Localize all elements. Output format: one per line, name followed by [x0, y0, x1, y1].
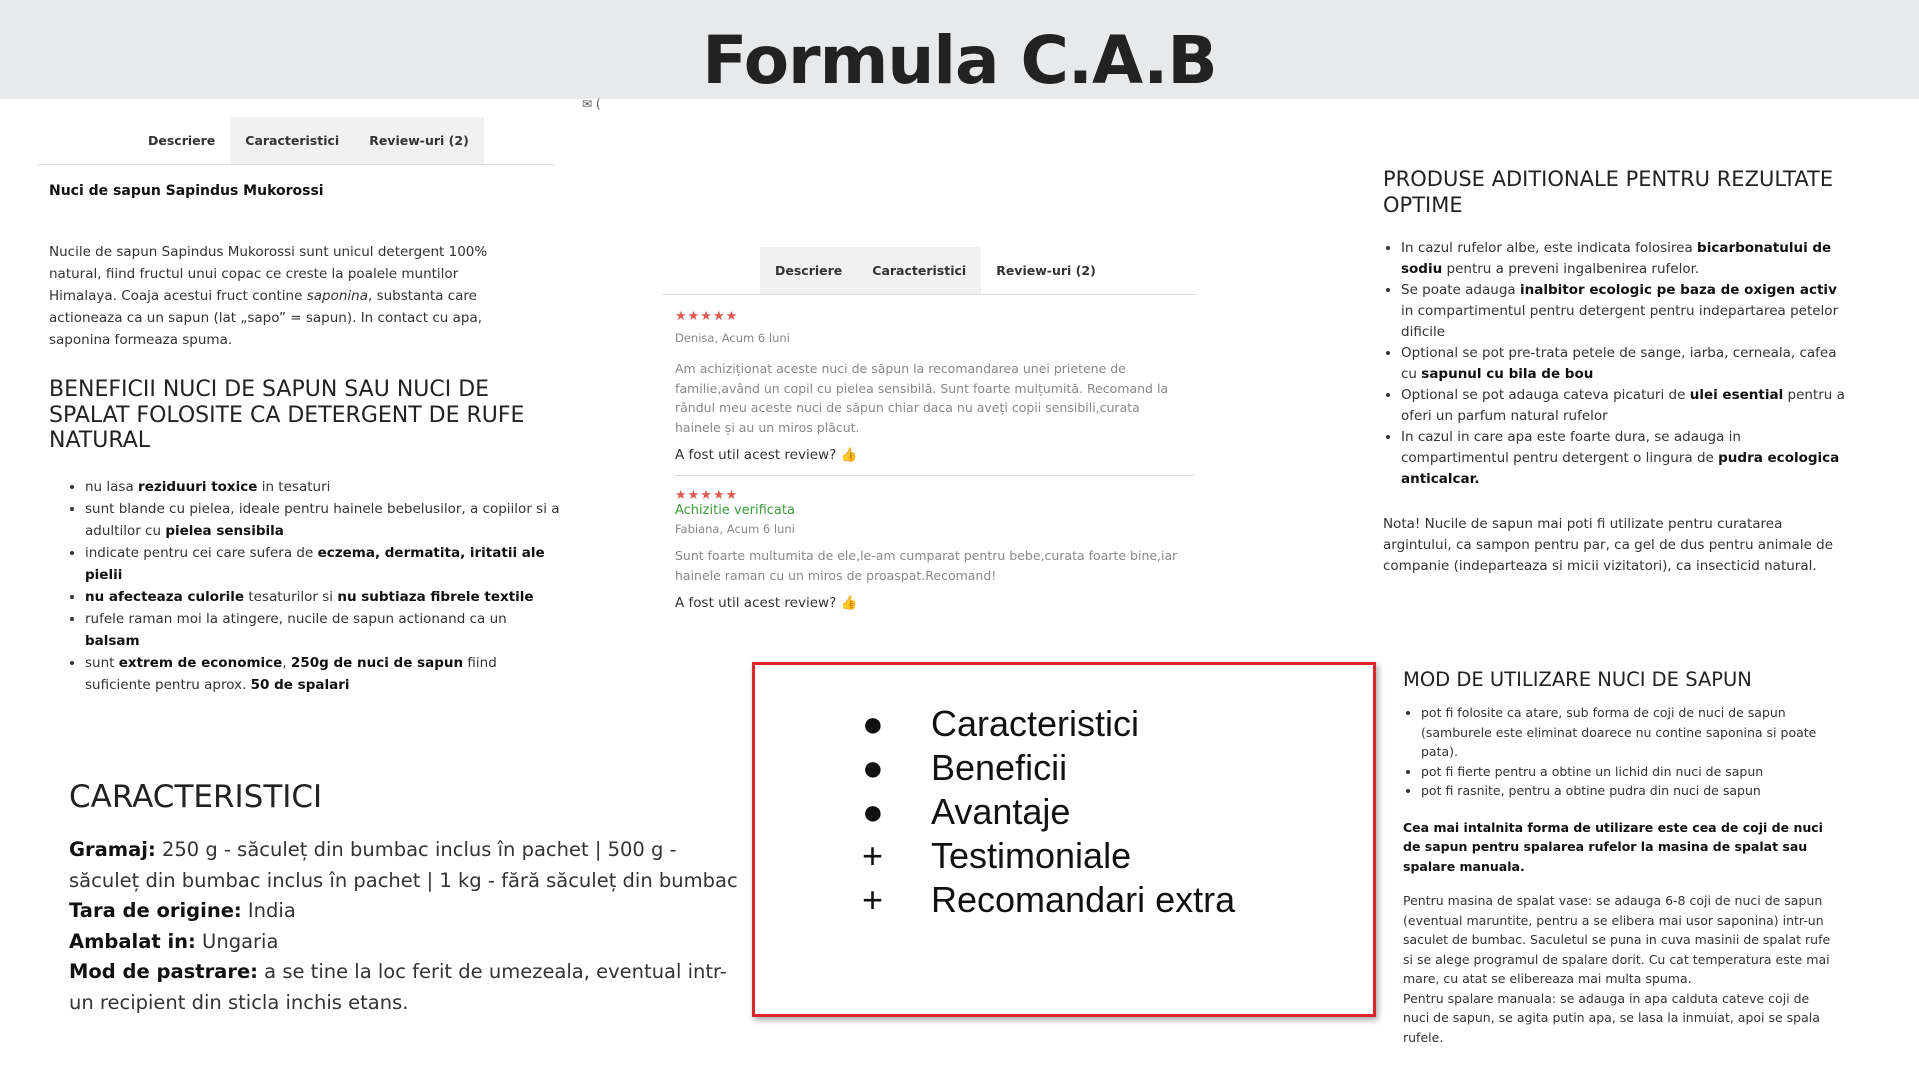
tab-descriere[interactable]: Descriere — [148, 133, 216, 148]
mail-snippet: ✉ ( — [582, 97, 601, 111]
list-item: • Optional se pot pre-trata petele de sange, iarba, cerneala, cafea cu sapunul cu bila de bou — [1401, 343, 1853, 385]
review-text: Sunt foarte multumita de ele,le-am cumparat pentru bebe,curata foarte bine,iar hainele raman cu un miros de proaspat.Recomand! — [675, 548, 1178, 583]
tab-divider — [662, 294, 1196, 295]
extra-products-list — [1383, 238, 1853, 490]
bullet-icon: ● — [862, 747, 884, 788]
review-divider — [675, 475, 1195, 476]
characteristics-list — [69, 835, 749, 1018]
tab-bar — [662, 247, 1196, 294]
spec-origin: Tara de origine: India — [69, 899, 296, 922]
extra-products-note: Nota! Nucile de sapun mai poti fi utilizate pentru curatarea argintului, ca sampon pentru par, ca gel de dus pentru animale de companie (indeparteaza si micii vizitatori), ca insecticid natural. — [1383, 516, 1834, 574]
list-item: • pot fi folosite ca atare, sub forma de coji de nuci de sapun (samburele este eliminat doarece nu contine saponina si poate pata). — [1421, 703, 1835, 762]
review-item — [675, 488, 1185, 611]
tab-caracteristici[interactable]: Caracteristici — [230, 117, 354, 164]
list-item: • sunt blande cu pielea, ideale pentru hainele bebelusilor, a copiilor si a adultilor cu pielea sensibila — [85, 498, 565, 542]
characteristics-panel — [69, 779, 749, 1018]
description-panel — [37, 117, 560, 696]
review-meta: Denisa, Acum 6 luni — [675, 331, 790, 345]
list-item: • Se poate adauga inalbitor ecologic pe baza de oxigen activ in compartimentul pentru detergent pentru indepartarea petelor dificile — [1401, 280, 1853, 343]
list-item: • indicate pentru cei care sufera de eczema, dermatita, iritatii ale pielii — [85, 542, 565, 586]
review-text: Am achiziționat aceste nuci de săpun la recomandarea unei prietene de familie,având un copil cu pielea sensibilă. Sunt foarte mulțumită. Recomand la rândul meu aceste nuci de săpun chiar daca nu aveți copii sensibili,curata hainele și au un miros plăcut. — [675, 361, 1169, 435]
review-helpful-link[interactable]: A fost util acest review? 👍 — [675, 447, 858, 463]
usage-panel — [1403, 668, 1835, 1047]
extra-products-panel — [1383, 166, 1853, 577]
product-title: Nuci de sapun Sapindus Mukorossi — [49, 183, 324, 199]
tab-bar — [37, 117, 555, 164]
usage-paragraph: Pentru masina de spalat vase: se adauga 6-8 coji de nuci de sapun (eventual maruntite, pentru a se elibera mai usor saponina) intr-un saculet de bumbac. Saculetul se puna in cuva masinii de spalat rufe si se alege programul de spalare dorit. Cu cat temperatura este mai mare, cu atat se elibereaza mai multa spuma. — [1403, 893, 1831, 986]
verified-badge: Achizitie verificata — [675, 503, 795, 518]
usage-bold-paragraph: Cea mai intalnita forma de utilizare este cea de coji de nuci de sapun pentru spalarea rufelor la masina de spalat sau spalare manuala. — [1403, 819, 1823, 874]
bullet-icon: ● — [862, 791, 884, 832]
list-item: • sunt extrem de economice, 250g de nuci de sapun fiind suficiente pentru aprox. 50 de spalari — [85, 652, 565, 696]
extra-products-title: PRODUSE ADITIONALE PENTRU REZULTATE OPTIME — [1383, 167, 1834, 217]
tab-divider — [37, 164, 555, 165]
usage-list — [1403, 703, 1835, 801]
spec-storage: Mod de pastrare: a se tine la loc ferit de umezeala, eventual intr-un recipient din sticla inchis etans. — [69, 960, 727, 1014]
list-item: • Optional se pot adauga cateva picaturi de ulei esential pentru a oferi un parfum natural rufelor — [1401, 385, 1853, 427]
bullet-icon: ● — [862, 703, 884, 744]
plus-icon: + — [862, 879, 884, 920]
review-meta: Fabiana, Acum 6 luni — [675, 522, 795, 536]
rating-stars: ★★★★★ — [675, 309, 739, 324]
benefits-title: BENEFICII NUCI DE SAPUN SAU NUCI DE SPALAT FOLOSITE CA DETERGENT DE RUFE NATURAL — [49, 377, 525, 453]
cab-highlight-box: ● Caracteristici ● Beneficii ● Avantaje + Testimoniale + Recomandari extra — [752, 662, 1376, 1017]
list-item: • rufele raman moi la atingere, nucile de sapun actionand ca un balsam — [85, 608, 565, 652]
slide-title: Formula C.A.B — [702, 22, 1217, 99]
list-item: • pot fi fierte pentru a obtine un lichid din nuci de sapun — [1421, 762, 1835, 782]
tab-reviews[interactable]: Review-uri (2) — [996, 263, 1096, 278]
tab-reviews[interactable]: Review-uri (2) — [354, 117, 484, 164]
spec-packed: Ambalat in: Ungaria — [69, 929, 279, 953]
list-item: • nu afecteaza culorile tesaturilor si nu subtiaza fibrele textile — [85, 586, 565, 608]
reviews-panel — [662, 247, 1196, 611]
list-item: • nu lasa reziduuri toxice in tesaturi — [85, 476, 565, 498]
tab-descriere[interactable]: Descriere — [760, 247, 857, 294]
slide-header — [0, 0, 1919, 99]
benefits-list — [67, 476, 565, 696]
product-description: Nucile de sapun Sapindus Mukorossi sunt unicul detergent 100% natural, fiind fructul unui copac ce creste la poalele muntilor Himalaya. Coaja acestui fruct contine saponina, substanta care actioneaza ca un sapun (lat „sapo” = sapun). In contact cu apa, saponina formeaza spuma. — [49, 244, 488, 348]
characteristics-title: CARACTERISTICI — [69, 779, 323, 815]
usage-paragraph: Pentru spalare manuala: se adauga in apa calduta cateve coji de nuci de sapun, se agita putin apa, se lasa la inmuiat, apoi se spala rufele. — [1403, 990, 1820, 1045]
spec-gramaj: Gramaj: 250 g - săculeț din bumbac inclus în pachet | 500 g - săculeț din bumbac inclus în pachet | 1 kg - fără săculeț din bumbac — [69, 838, 738, 892]
rating-stars: ★★★★★ — [675, 488, 739, 503]
review-item — [675, 309, 1185, 463]
tab-caracteristici[interactable]: Caracteristici — [857, 247, 981, 294]
list-item: • In cazul in care apa este foarte dura, se adauga in compartimentul pentru detergent o lingura de pudra ecologica anticalcar. — [1401, 427, 1853, 490]
plus-icon: + — [862, 835, 884, 876]
usage-title: MOD DE UTILIZARE NUCI DE SAPUN — [1403, 668, 1752, 691]
review-helpful-link[interactable]: A fost util acest review? 👍 — [675, 595, 858, 611]
list-item: • In cazul rufelor albe, este indicata folosirea bicarbonatului de sodiu pentru a preveni ingalbenirea rufelor. — [1401, 238, 1853, 280]
list-item: • pot fi rasnite, pentru a obtine pudra din nuci de sapun — [1421, 781, 1835, 801]
